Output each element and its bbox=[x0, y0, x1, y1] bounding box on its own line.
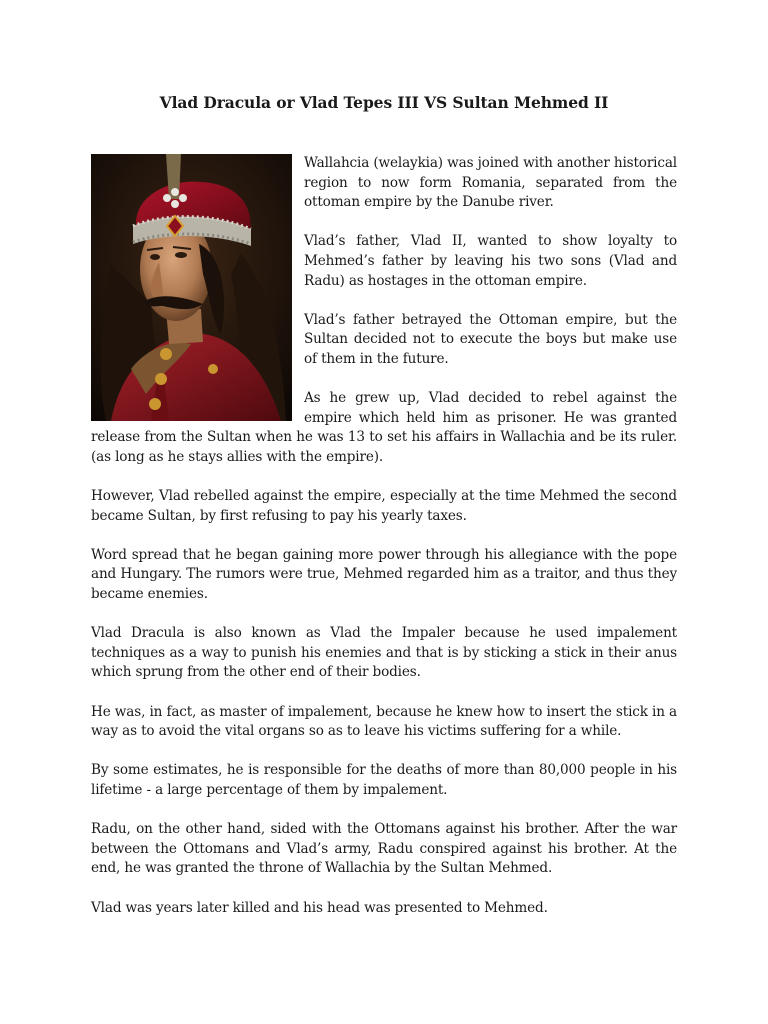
document-page bbox=[91, 92, 677, 938]
paragraph-5: However, Vlad rebelled against the empire, especially at the time Mehmed the second became Sultan, by first refusing to pay his yearly taxes. bbox=[91, 488, 677, 524]
paragraph-2: Vlad’s father, Vlad II, wanted to show loyalty to Mehmed’s father by leaving his two sons (Vlad and Radu) as hostages in the ottoman empire. bbox=[304, 233, 677, 289]
paragraph-4: As he grew up, Vlad decided to rebel against the empire which held him as prisoner. He was granted release from the Sultan when he was 13 to set his affairs in Wallachia and be its ruler. (as long as he stays allies with the empire). bbox=[91, 390, 677, 465]
paragraph-3: Vlad’s father betrayed the Ottoman empire, but the Sultan decided not to execute the boys but make use of them in the future. bbox=[304, 311, 677, 367]
document-title: Vlad Dracula or Vlad Tepes III VS Sultan Mehmed II bbox=[159, 93, 609, 112]
paragraph-7: Vlad Dracula is also known as Vlad the Impaler because he used impalement techniques as a way to punish his enemies and that is by sticking a stick in their anus which sprung from the other end of their bodies. bbox=[91, 625, 677, 681]
paragraph-9: By some estimates, he is responsible for the deaths of more than 80,000 people in his lifetime - a large percentage of them by impalement. bbox=[91, 762, 677, 798]
paragraph-10: Radu, on the other hand, sided with the Ottomans against his brother. After the war between the Ottomans and Vlad’s army, Radu conspired against his brother. At the end, he was granted the throne of Wallachia by the Sultan Mehmed. bbox=[91, 821, 677, 877]
paragraph-1: Wallahcia (welaykia) was joined with another historical region to now form Romania, separated from the ottoman empire by the Danube river. bbox=[304, 155, 677, 211]
portrait-image bbox=[91, 154, 292, 421]
paragraph-6: Word spread that he began gaining more power through his allegiance with the pope and Hungary. The rumors were true, Mehmed regarded him as a traitor, and thus they became enemies. bbox=[91, 546, 677, 603]
paragraph-11: Vlad was years later killed and his head was presented to Mehmed. bbox=[91, 899, 548, 916]
paragraph-8: He was, in fact, as master of impalement, because he knew how to insert the stick in a way as to avoid the vital organs so as to leave his victims suffering for a while. bbox=[91, 703, 677, 740]
